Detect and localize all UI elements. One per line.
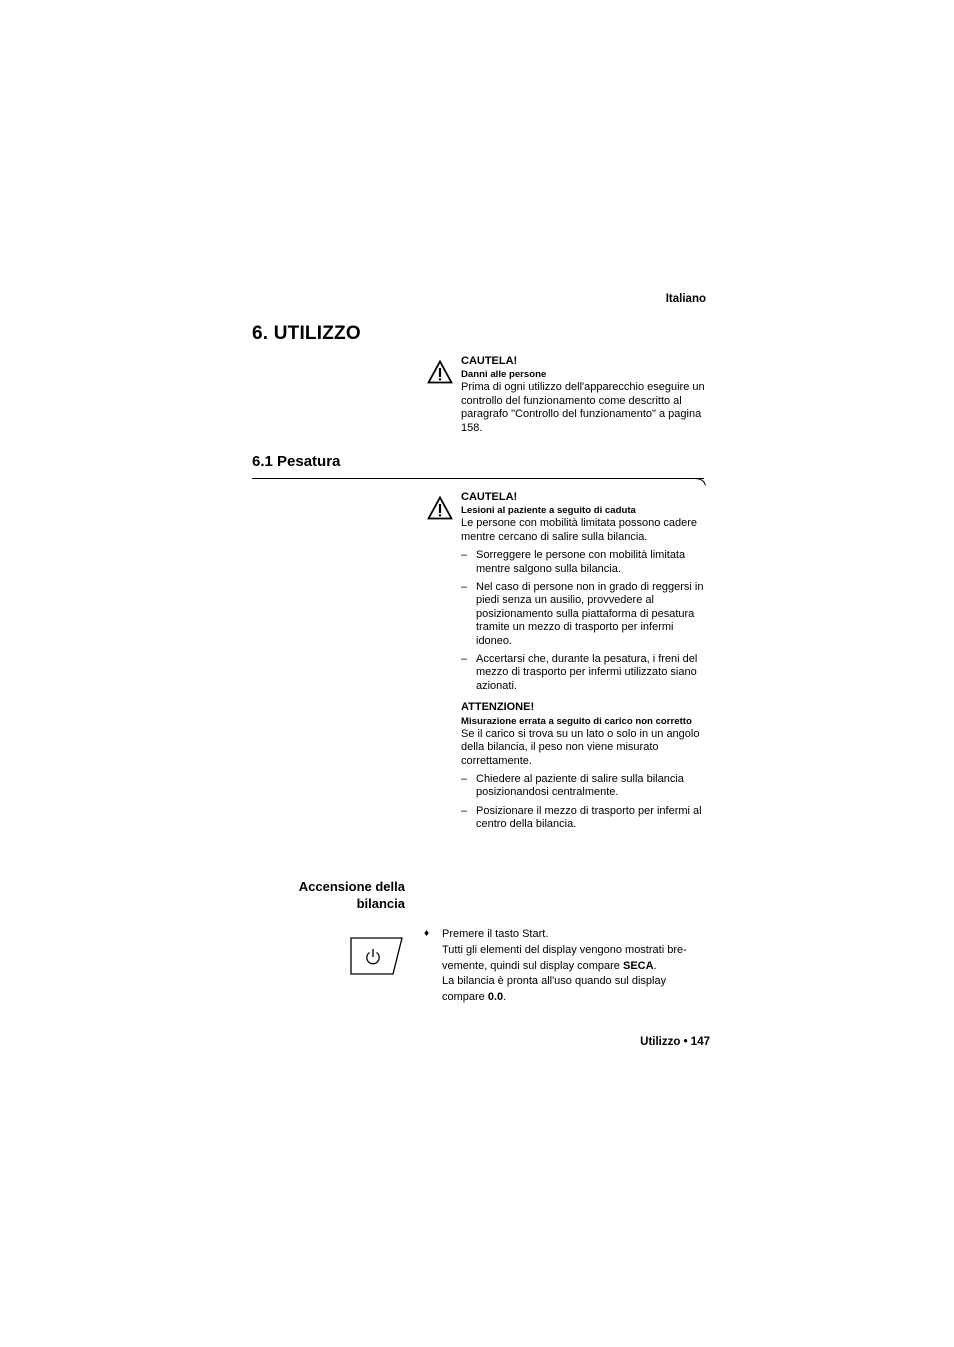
warning-caution-block	[461, 355, 709, 435]
list-item: – Nel caso di persone non in grado di reggersi in piedi senza un ausilio, provvedere al posizionamento sulla piattaforma di pesatura tramite un mezzo di trasporto per infermi idoneo.	[461, 581, 709, 648]
heading-line: bilancia	[356, 896, 405, 911]
list-item: – Sorreggere le persone con mobilità limitata mentre salgono sulla bilancia.	[461, 549, 709, 576]
warning-list	[461, 549, 709, 693]
divider-corner	[694, 478, 706, 486]
display-value: SECA	[622, 959, 654, 972]
attention-subtitle: Misurazione errata a seguito di carico non corretto	[461, 715, 692, 727]
warning-label: CAUTELA!	[461, 355, 518, 367]
display-value: 0.0	[487, 990, 504, 1003]
attention-text: Se il carico si trova su un lato o solo in un angolo della bilancia, il peso non viene misurato correttamente.	[461, 727, 700, 767]
list-item: – Chiedere al paziente di salire sulla bilancia posizionandosi centralmente.	[461, 773, 709, 800]
warning-text: Prima di ogni utilizzo dell'apparecchio eseguire un controllo del funzionamento come descritto al paragrafo "Controllo del funzionamento" a pagina 158.	[461, 381, 705, 434]
step-text-part: Tutti gli elementi del display vengono mostrati bre-vemente, quindi sul display compare	[442, 944, 687, 972]
warning-text: Le persone con mobilità limitata possono cadere mentre cercano di salire sulla bilancia.	[461, 517, 698, 543]
step-text	[442, 974, 692, 1005]
language-label: Italiano	[665, 293, 706, 305]
warning-label: CAUTELA!	[461, 491, 518, 503]
warning-triangle-icon	[427, 360, 453, 384]
step-text-part: .	[653, 959, 657, 972]
warning-triangle-icon	[427, 496, 453, 520]
attention-label: ATTENZIONE!	[461, 701, 535, 714]
attention-list	[461, 773, 709, 832]
section-title: 6. UTILIZZO	[252, 323, 361, 344]
heading-line: Accensione della	[298, 879, 405, 894]
power-on-heading	[262, 878, 405, 912]
step-text	[442, 943, 708, 974]
start-key-illustration	[350, 937, 404, 975]
warning-subtitle: Danni alle persone	[461, 369, 547, 381]
warning-subtitle: Lesioni al paziente a seguito di caduta	[461, 505, 636, 517]
step-text-part: La bilancia è pronta all'uso quando sul display compare	[442, 975, 667, 1003]
power-icon	[367, 949, 379, 964]
step-text-part: .	[503, 990, 507, 1003]
list-item: – Posizionare il mezzo di trasporto per infermi al centro della bilancia.	[461, 805, 709, 832]
section-divider	[252, 478, 704, 479]
page-footer: Utilizzo • 147	[640, 1036, 710, 1048]
subsection-title: 6.1 Pesatura	[252, 453, 341, 470]
list-item: – Accertarsi che, durante la pesatura, i freni del mezzo di trasporto per infermi utilizzato siano azionati.	[461, 653, 709, 693]
warning-fall-block	[461, 491, 709, 832]
bullet-marker: ♦	[424, 928, 430, 939]
step-text: Premere il tasto Start.	[442, 928, 549, 940]
